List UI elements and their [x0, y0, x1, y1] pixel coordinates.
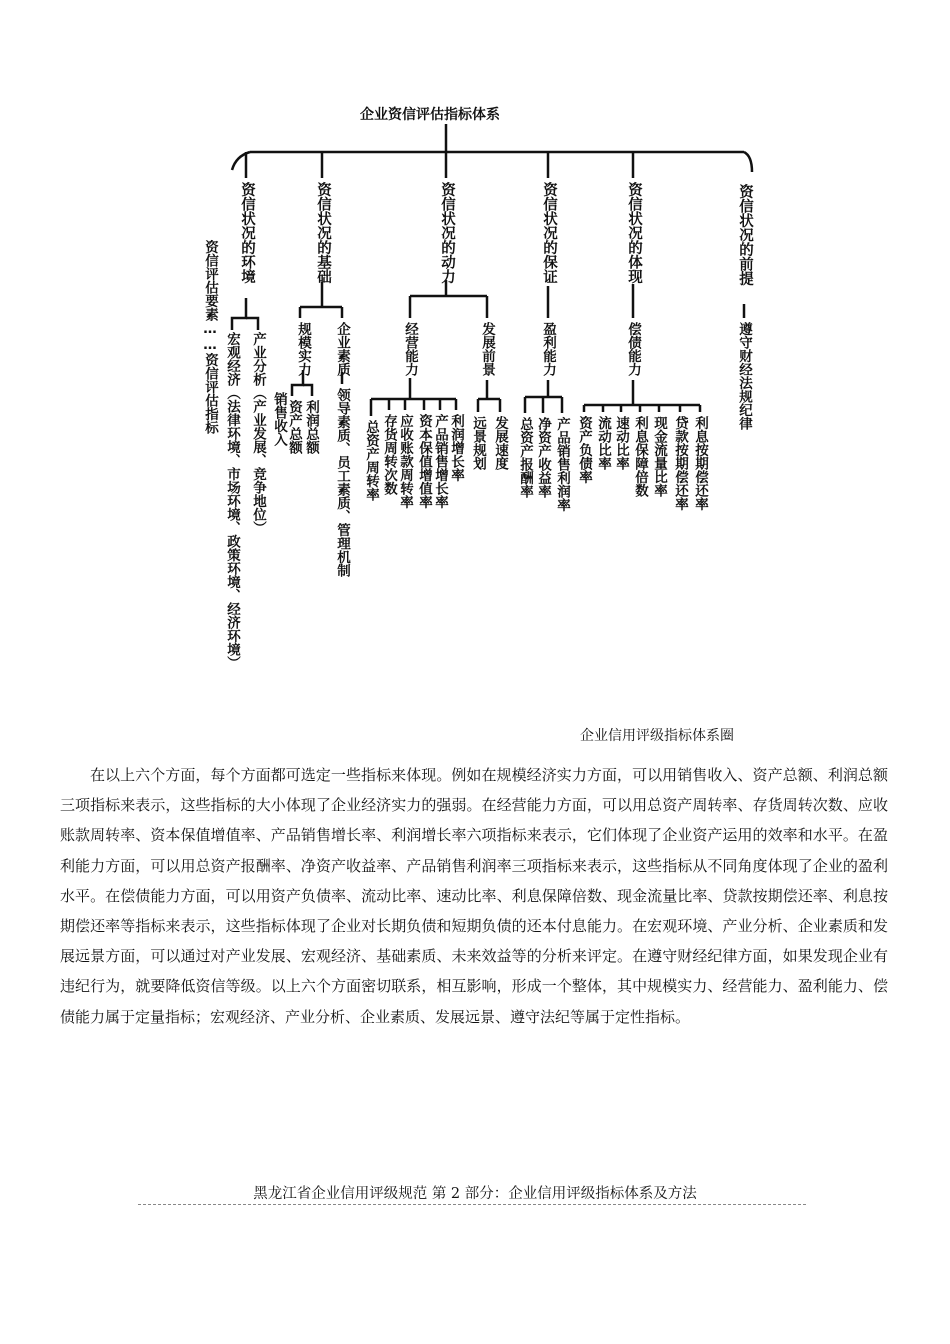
leaf-total-asset-turnover: 总资产周转率	[363, 420, 379, 501]
branch-label-dynamics: 资信状况的动力	[439, 182, 455, 284]
node-profitability: 盈利能力	[540, 322, 556, 376]
leaf-interest-repayment-rate: 利息按期偿还率	[692, 416, 708, 511]
leaf-sales-revenue: 销售收入	[271, 392, 287, 446]
leaf-total-assets: 资产总额	[286, 400, 302, 454]
leaf-receivables-turnover: 应收账款周转率	[397, 414, 413, 509]
leaf-profit-growth: 利润增长率	[448, 414, 464, 482]
branch-label-premise: 资信状况的前提	[737, 184, 753, 286]
leaf-loan-repayment-rate: 贷款按期偿还率	[672, 416, 688, 511]
node-development-prospects: 发展前景	[479, 322, 495, 376]
branch-label-basis: 资信状况的基础	[315, 182, 331, 284]
leaf-return-on-equity: 净资产收益率	[535, 417, 551, 498]
body-paragraph: 在以上六个方面，每个方面都可选定一些指标来体现。例如在规模经济实力方面，可以用销售收入、资产总额、利润总额三项指标来表示，这些指标的大小体现了企业经济实力的强弱。在经营能力方面，可以用总资产周转率、存货周转次数、应收账款周转率、资本保值增值率、产品销售增长率、利润增长率六项指标来表示，它们体现了企业资产运用的效率和水平。在盈利能力方面，可以用总资产报酬率、净资产收益率、产品销售利润率三项指标来表示，这些指标从不同角度体现了企业的盈利水平。在偿债能力方面，可以用资产负债率、流动比率、速动比率、利息保障倍数、现金流量比率、贷款按期偿还率、利息按期偿还率等指标来表示，这些指标体现了企业对长期负债和短期负债的还本付息能力。在宏观环境、产业分析、企业素质和发展远景方面，可以通过对产业发展、宏观经济、基础素质、未来效益等的分析来评定。在遵守财经纪律方面，如果发现企业有违纪行为，就要降低资信等级。以上六个方面密切联系，相互影响，形成一个整体，其中规模实力、经营能力、盈利能力、偿债能力属于定量指标；宏观经济、产业分析、企业素质、发展远景、遵守法纪等属于定性指标。	[60, 766, 888, 1026]
leaf-development-speed: 发展速度	[492, 416, 508, 470]
leaf-return-on-assets: 总资产报酬率	[517, 417, 533, 498]
leaf-quick-ratio: 速动比率	[613, 416, 629, 470]
leaf-management-quality: 领导素质、员工素质、管理机制	[334, 388, 350, 577]
diagram-root-title: 企业资信评估指标体系	[360, 107, 500, 123]
node-scale-strength: 规模实力	[295, 322, 311, 376]
side-label: 资信评估要素……资信评估指标	[202, 240, 218, 434]
leaf-financial-discipline: 遵守财经法规纪律	[736, 322, 752, 430]
node-enterprise-quality: 企业素质	[334, 322, 350, 376]
page-footer: 黑龙江省企业信用评级规范 第 2 部分：企业信用评级指标体系及方法	[253, 1186, 697, 1202]
leaf-sales-profit-margin: 产品销售利润率	[554, 417, 570, 512]
figure-caption: 企业信用评级指标体系圈	[580, 728, 734, 744]
leaf-long-term-plan: 远景规划	[470, 416, 486, 470]
node-solvency: 偿债能力	[625, 322, 641, 376]
leaf-inventory-turnover: 存货周转次数	[381, 414, 397, 495]
branch-label-reflection: 资信状况的体现	[626, 182, 642, 284]
leaf-total-profit: 利润总额	[303, 400, 319, 454]
leaf-industry-analysis: 产业分析（产业发展、竞争地位）	[250, 332, 266, 535]
leaf-debt-ratio: 资产负债率	[576, 416, 592, 484]
node-operating-capacity: 经营能力	[402, 322, 418, 376]
leaf-current-ratio: 流动比率	[595, 416, 611, 470]
leaf-sales-growth: 产品销售增长率	[432, 414, 448, 509]
leaf-capital-preservation: 资本保值增值率	[416, 414, 432, 509]
leaf-macro-economy: 宏观经济（法律环境、市场环境、政策环境、经济环境）	[224, 332, 240, 670]
footer-divider	[138, 1204, 806, 1205]
branch-label-guarantee: 资信状况的保证	[541, 182, 557, 284]
leaf-interest-coverage: 利息保障倍数	[632, 416, 648, 497]
leaf-cash-flow-ratio: 现金流量比率	[651, 416, 667, 497]
branch-label-environment: 资信状况的环境	[239, 182, 255, 284]
